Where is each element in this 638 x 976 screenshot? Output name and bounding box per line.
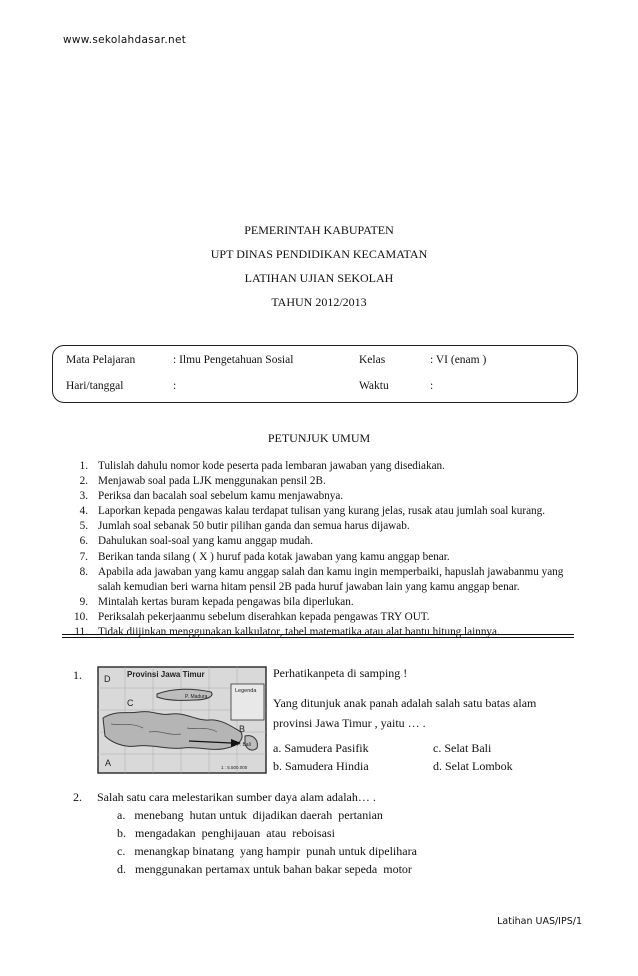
divider-thick-bottom <box>62 637 574 638</box>
map-label-c: C <box>127 698 134 708</box>
instruction-item: 9. Mintalah kertas buram kepada pengawas bila diperlukan. <box>79 595 354 608</box>
instruction-item: 5. Jumlah soal sebanak 50 butir pilihan ganda dan semua harus dijawab. <box>79 520 410 533</box>
map-bali-label: P. Bali <box>237 742 251 748</box>
q2-option-c: c. menangkap binatang yang hampir punah untuk dipelihara <box>117 844 417 858</box>
instructions-list <box>70 459 582 640</box>
subject-value: : Ilmu Pengetahuan Sosial <box>173 354 294 366</box>
divider-thick-top <box>62 634 574 635</box>
map-label-b: B <box>239 724 246 734</box>
q1-option-b: b. Samudera Hindia <box>273 759 369 773</box>
class-value: : VI (enam ) <box>430 354 487 366</box>
map-scale: 1 : 5.500.000 <box>221 765 248 770</box>
q2-option-d: d. menggunakan pertamax untuk bahan bakar sepeda motor <box>117 862 412 876</box>
class-label: Kelas <box>359 354 386 366</box>
instruction-item: 11. Tidak diijinkan menggunakan kalkulator, tabel matematika atau alat bantu hitung lainnya. <box>74 626 500 639</box>
instruction-item: 2. Menjawab soal pada LJK menggunakan pensil 2B. <box>79 475 326 488</box>
time-value: : <box>430 380 434 392</box>
site-url: www.sekolahdasar.net <box>63 34 187 46</box>
header-line-1: PEMERINTAH KABUPATEN <box>244 223 394 237</box>
page-footer: Latihan UAS/IPS/1 <box>497 916 582 927</box>
instruction-item: 3. Periksa dan bacalah soal sebelum kamu menjawabnya. <box>79 490 344 503</box>
map-label-d: D <box>104 674 111 684</box>
q1-option-a: a. Samudera Pasifik <box>273 741 369 755</box>
instructions-title: PETUNJUK UMUM <box>267 431 371 445</box>
instruction-item: 8. Apabila ada jawaban yang kamu anggap salah dan kamu ingin memperbaiki, hapuslah jawabanmu yang salah kemudian beri warna hitam pensil 2B pada huruf jawaban lain yang kamu anggap benar. <box>79 565 564 593</box>
header-line-2: UPT DINAS PENDIDIKAN KECAMATAN <box>210 247 428 261</box>
date-value: : <box>173 380 177 392</box>
map-madura-label: P. Madura <box>185 694 208 700</box>
instruction-item: 4. Laporkan kepada pengawas kalau terdapat tulisan yang kurang jelas, rusak atau jumlah soal kurang. <box>79 505 546 518</box>
q2-number: 2. <box>73 790 82 804</box>
q1-stem-line-1: Yang ditunjuk anak panah adalah salah satu batas alam <box>273 696 537 710</box>
q1-option-c: c. Selat Bali <box>433 741 492 755</box>
q1-instruction: Perhatikanpeta di samping ! <box>273 666 408 680</box>
instruction-item: 1. Tulislah dahulu nomor kode peserta pada lembaran jawaban yang disediakan. <box>79 460 445 472</box>
map-label-a: A <box>105 758 112 768</box>
time-label: Waktu <box>359 380 389 392</box>
instruction-item: 10. Periksalah pekerjaanmu sebelum diserahkan kepada pengawas TRY OUT. <box>74 610 430 623</box>
q2-option-a: a. menebang hutan untuk dijadikan daerah pertanian <box>117 808 383 822</box>
instruction-item: 6. Dahulukan soal-soal yang kamu anggap mudah. <box>79 535 313 548</box>
header-line-3: LATIHAN UJIAN SEKOLAH <box>244 271 394 285</box>
instruction-item: 7. Berikan tanda silang ( X ) huruf pada kotak jawaban yang kamu anggap benar. <box>79 550 450 563</box>
q1-stem-line-2: provinsi Jawa Timur , yaitu … . <box>273 716 426 730</box>
exam-info-box <box>52 345 578 403</box>
q2-stem: Salah satu cara melestarikan sumber daya alam adalah… . <box>97 790 376 804</box>
map-jawa-timur <box>97 666 267 774</box>
q1-option-d: d. Selat Lombok <box>433 759 513 773</box>
header-line-4: TAHUN 2012/2013 <box>271 295 367 309</box>
date-label: Hari/tanggal <box>66 380 124 392</box>
subject-label: Mata Pelajaran <box>66 354 136 366</box>
map-legend-label: Legenda <box>235 688 257 694</box>
q1-number: 1. <box>73 668 82 682</box>
map-title: Provinsi Jawa Timur <box>127 670 205 679</box>
q2-option-b: b. mengadakan penghijauan atau reboisasi <box>117 826 335 840</box>
